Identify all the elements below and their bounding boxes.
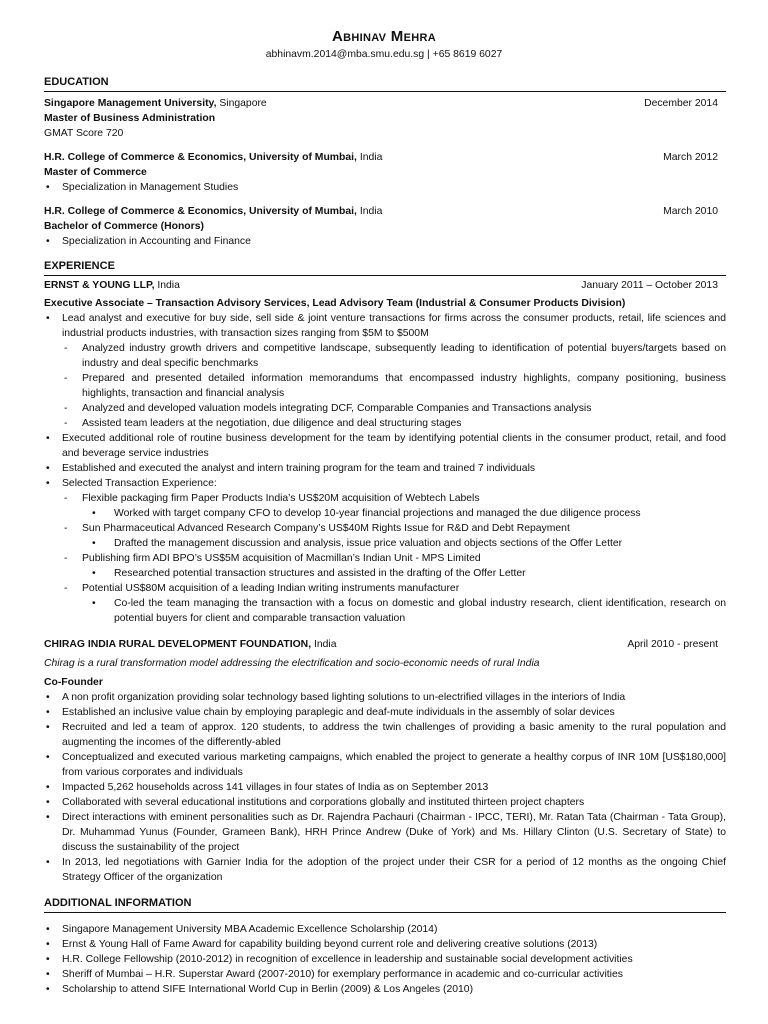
experience-rule (44, 275, 726, 276)
organization-tagline: Chirag is a rural transformation model addressing the electrification and socio-economic needs of rural India (44, 658, 540, 669)
school-name: H.R. College of Commerce & Economics, University of Mumbai, (44, 152, 357, 163)
list-item: • Ernst & Young Hall of Fame Award for capability building beyond current role and delivering creative solutions (2013) (44, 937, 726, 952)
degree-name: Master of Business Administration (44, 113, 216, 124)
company-location: India (154, 280, 180, 291)
resume-header (0, 28, 768, 62)
experience-heading: EXPERIENCE (44, 260, 115, 272)
list-item: • Specialization in Accounting and Finance (44, 234, 726, 249)
list-item: • H.R. College Fellowship (2010-2012) in recognition of excellence in leadership and sustainable social development activities (44, 952, 726, 967)
education-rule (44, 91, 726, 92)
list-item: • Sheriff of Mumbai – H.R. Superstar Award (2007-2010) for exemplary performance in academic and co-curricular activities (44, 967, 726, 982)
education-section (44, 75, 726, 92)
company-location: India (311, 639, 337, 650)
school-name: Singapore Management University, (44, 98, 217, 109)
list-item: • Specialization in Management Studies (44, 180, 726, 195)
school-location: India (356, 152, 383, 163)
list-item: • A non profit organization providing solar technology based lighting solutions to un-electrified villages in the interiors of India (44, 690, 726, 705)
education-entry-bcom (44, 204, 726, 249)
list-item: • Researched potential transaction structures and assisted in the drafting of the Offer Letter (44, 566, 726, 581)
list-item: - Prepared and presented detailed information memorandums that encompassed industry highlights, company positioning, business highlights, transaction and financial analysis (44, 371, 726, 401)
experience-chirag (44, 637, 726, 885)
candidate-name: Abhinav Mehra (332, 28, 436, 45)
education-date: December 2014 (644, 98, 718, 109)
degree-name: Bachelor of Commerce (Honors) (44, 221, 204, 232)
company-name: ERNST & YOUNG LLP, (44, 280, 155, 291)
school-location: Singapore (216, 98, 267, 109)
experience-ey (44, 278, 726, 626)
list-item: - Sun Pharmaceutical Advanced Research Company’s US$40M Rights Issue for R&D and Debt Repayment (44, 521, 726, 536)
experience-section (44, 259, 726, 276)
role-title: Co-Founder (44, 677, 103, 688)
school-name: H.R. College of Commerce & Economics, University of Mumbai, (44, 206, 357, 217)
list-item: • Worked with target company CFO to develop 10-year financial projections and managed the due diligence process (44, 506, 726, 521)
list-item: - Analyzed industry growth drivers and competitive landscape, subsequently leading to identification of potential buyers/targets based on industry and deal specific benchmarks (44, 341, 726, 371)
list-item: • Collaborated with several educational institutions and corporations globally and instituted thirteen project chapters (44, 795, 726, 810)
list-item: - Assisted team leaders at the negotiation, due diligence and deal structuring stages (44, 416, 726, 431)
degree-name: Master of Commerce (44, 167, 147, 178)
list-item: • Established and executed the analyst and intern training program for the team and trained 7 individuals (44, 461, 726, 476)
list-item: - Publishing firm ADI BPO’s US$5M acquisition of Macmillan’s Indian Unit - MPS Limited (44, 551, 726, 566)
list-item: - Flexible packaging firm Paper Products India’s US$20M acquisition of Webtech Labels (44, 491, 726, 506)
list-item: • Executed additional role of routine business development for the team by identifying potential clients in the consumer product, retail, and food and beverage service industries (44, 431, 726, 461)
list-item: • Co-led the team managing the transaction with a focus on domestic and global industry research, client identification, research on potential buyers for client and comparable transaction valuation (44, 596, 726, 626)
employment-date: April 2010 - present (627, 639, 718, 650)
list-item: • Lead analyst and executive for buy side, sell side & joint venture transactions for firms across the consumer products, retail, life sciences and industrial products industries, with transaction sizes ranging from $5M to $500M (44, 311, 726, 341)
education-entry-smu (44, 96, 726, 141)
education-heading: EDUCATION (44, 76, 109, 88)
education-entry-mcom (44, 150, 726, 195)
list-item: • Drafted the management discussion and analysis, issue price valuation and objects sections of the Offer Letter (44, 536, 726, 551)
additional-list (44, 922, 726, 997)
list-item: • Impacted 5,262 households across 141 villages in four states of India as on September 2013 (44, 780, 726, 795)
list-item: • Scholarship to attend SIFE International World Cup in Berlin (2009) & Los Angeles (2010) (44, 982, 726, 997)
employment-date: January 2011 – October 2013 (581, 280, 718, 291)
company-name: CHIRAG INDIA RURAL DEVELOPMENT FOUNDATION, (44, 639, 312, 650)
list-item: - Potential US$80M acquisition of a leading Indian writing instruments manufacturer (44, 581, 726, 596)
list-item: • In 2013, led negotiations with Garnier India for the adoption of the project under their CSR for a period of 12 months as the ongoing Chief Strategy Officer of the organization (44, 855, 726, 885)
additional-rule (44, 912, 726, 913)
additional-section (44, 896, 726, 913)
additional-heading: ADDITIONAL INFORMATION (44, 897, 192, 909)
education-date: March 2010 (663, 206, 718, 217)
school-location: India (356, 206, 383, 217)
list-item: • Selected Transaction Experience: (44, 476, 726, 491)
list-item: - Analyzed and developed valuation models integrating DCF, Comparable Companies and Transactions analysis (44, 401, 726, 416)
education-date: March 2012 (663, 152, 718, 163)
list-item: • Direct interactions with eminent personalities such as Dr. Rajendra Pachauri (Chairman - IPCC, TERI), Mr. Ratan Tata (Chairman - Tata Group), Dr. Muhammad Yunus (Founder, Grameen Bank), HRH Prince Andrew (Duke of York) and Ms. Hillary Clinton (U.S. Secretary of State) to discuss the sustainability of the project (44, 810, 726, 855)
gmat-score: GMAT Score 720 (44, 128, 124, 139)
list-item: • Established an inclusive value chain by employing paraplegic and deaf-mute individuals in the assembly of solar devices (44, 705, 726, 720)
contact-line: abhinavm.2014@mba.smu.edu.sg | +65 8619 6027 (265, 49, 503, 60)
list-item: • Conceptualized and executed various marketing campaigns, which enabled the project to generate a healthy corpus of INR 10M [US$180,000] from various corporates and individuals (44, 750, 726, 780)
list-item: • Recruited and led a team of approx. 120 students, to address the twin challenges of providing a basic amenity to the rural population and augmenting the incomes of the differently-abled (44, 720, 726, 750)
role-title: Executive Associate – Transaction Advisory Services, Lead Advisory Team (Industrial & Consumer Products Division) (44, 298, 626, 309)
list-item: • Singapore Management University MBA Academic Excellence Scholarship (2014) (44, 922, 726, 937)
